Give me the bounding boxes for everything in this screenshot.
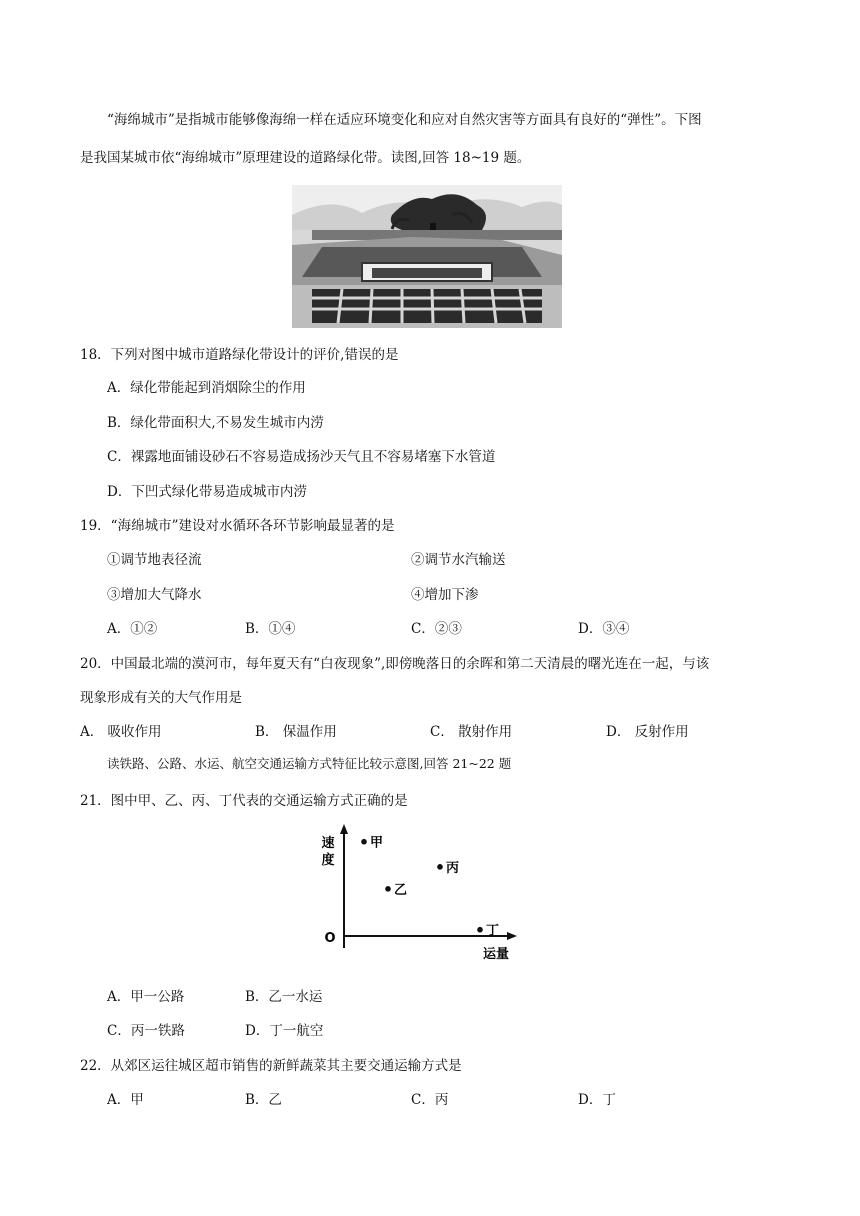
q21-option-a: A．甲一公路	[107, 989, 185, 1005]
q22-option-a: A．甲	[107, 1092, 144, 1108]
q18-option-a: A．绿化带能起到消烟除尘的作用	[107, 380, 306, 396]
y-axis-label-bottom: 度	[321, 853, 335, 868]
q19-option-b: B．①④	[245, 621, 296, 637]
intro-line-1: “海绵城市”是指城市能够像海绵一样在适应环境变化和应对自然灾害等方面具有良好的“弹性”。下图	[107, 112, 702, 128]
q18-option-b: B．绿化带面积大,不易发生城市内涝	[107, 415, 324, 431]
q21-stem: 21．图中甲、乙、丙、丁代表的交通运输方式正确的是	[80, 793, 408, 809]
x-axis-arrow	[507, 932, 517, 940]
q21-option-d: D．丁一航空	[245, 1023, 324, 1039]
q18-option-c: C．裸露地面铺设砂石不容易造成扬沙天气且不容易堵塞下水管道	[107, 449, 496, 465]
point-1	[385, 886, 391, 892]
q22-option-b: B．乙	[245, 1092, 282, 1108]
q18-option-d: D．下凹式绿化带易造成城市内涝	[107, 484, 307, 500]
q22-option-c: C．丙	[411, 1092, 449, 1108]
q21-option-b: B．乙一水运	[245, 989, 323, 1005]
q22-stem: 22．从郊区运往城区超市销售的新鲜蔬菜其主要交通运输方式是	[80, 1058, 462, 1074]
q20-option-a: A． 吸收作用	[80, 724, 162, 740]
y-axis-arrow	[340, 824, 348, 834]
q19-item-1: ①调节地表径流	[107, 552, 202, 568]
point-3	[477, 927, 483, 933]
intro-line-2: 是我国某城市依“海绵城市”原理建设的道路绿化带。读图,回答 18~19 题。	[80, 150, 531, 166]
q19-item-4: ④增加下渗	[411, 587, 479, 603]
point-label-3: 丁	[486, 923, 500, 939]
point-label-0: 甲	[370, 835, 384, 851]
q19-option-c: C．②③	[411, 621, 462, 637]
q20-option-d: D． 反射作用	[606, 724, 689, 740]
q19-item-3: ③增加大气降水	[107, 587, 202, 603]
intro-2: 读铁路、公路、水运、航空交通运输方式特征比较示意图,回答 21~22 题	[107, 756, 512, 771]
q20-line-1: 20．中国最北端的漠河市，每年夏天有“白夜现象”,即傍晚落日的余晖和第二天清晨的曙光连在一起，与该	[80, 656, 710, 672]
x-axis-label: 运量	[482, 947, 510, 962]
y-axis-label-top: 速	[321, 836, 335, 851]
q22-option-d: D．丁	[578, 1092, 616, 1108]
q20-line-2: 现象形成有关的大气作用是	[80, 690, 242, 706]
q18-stem: 18．下列对图中城市道路绿化带设计的评价,错误的是	[80, 347, 399, 363]
q20-option-b: B． 保温作用	[255, 724, 337, 740]
point-2	[437, 864, 443, 870]
origin-label: O	[324, 931, 336, 946]
point-label-1: 乙	[394, 882, 408, 898]
green-belt-photo	[292, 185, 562, 328]
point-label-2: 丙	[446, 860, 460, 876]
point-0	[361, 839, 367, 845]
transport-chart	[300, 820, 540, 970]
q20-option-c: C． 散射作用	[430, 724, 513, 740]
q19-stem: 19．“海绵城市”建设对水循环各环节影响最显著的是	[80, 518, 395, 534]
q21-option-c: C．丙一铁路	[107, 1023, 185, 1039]
q19-option-a: A．①②	[107, 621, 158, 637]
q19-item-2: ②调节水汽输送	[411, 552, 506, 568]
q19-option-d: D．③④	[578, 621, 630, 637]
